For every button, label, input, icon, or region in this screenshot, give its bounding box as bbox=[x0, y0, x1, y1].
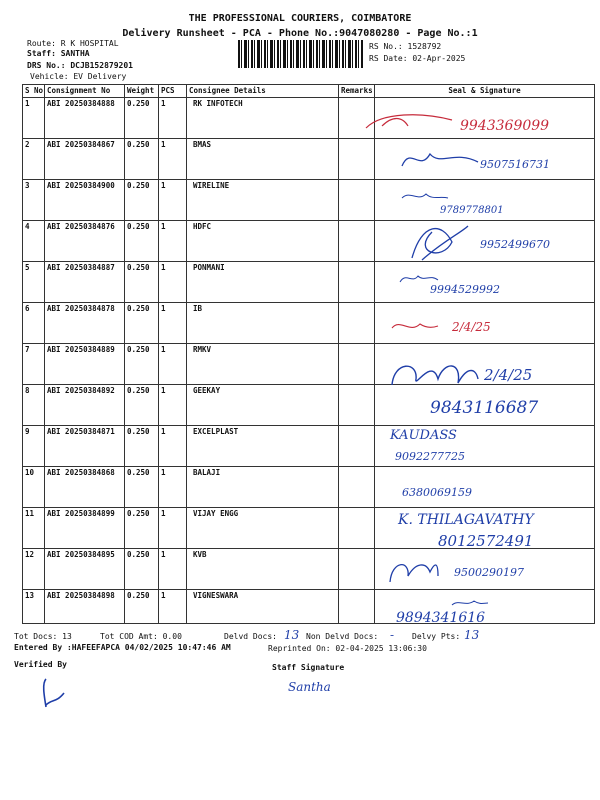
col-weight: Weight bbox=[125, 85, 159, 98]
delivery-points-hand: 13 bbox=[464, 628, 480, 642]
row-remarks bbox=[339, 508, 375, 549]
table-row bbox=[23, 303, 595, 344]
company-title: THE PROFESSIONAL COURIERS, COIMBATORE bbox=[188, 13, 412, 24]
row-pcs: 1 bbox=[159, 262, 187, 303]
row-consignment: ABI 20250384888 bbox=[45, 98, 125, 139]
row-weight: 0.250 bbox=[125, 139, 159, 180]
row-consignee: VIJAY ENGG bbox=[187, 508, 339, 549]
row-consignee: RK INFOTECH bbox=[187, 98, 339, 139]
total-cod-amount: Tot COD Amt: 0.00 bbox=[100, 632, 182, 641]
col-remarks: Remarks bbox=[339, 85, 375, 98]
row-sno: 2 bbox=[23, 139, 45, 180]
row-remarks bbox=[339, 262, 375, 303]
phone-9: 9092277725 bbox=[395, 450, 465, 463]
table-row bbox=[23, 426, 595, 467]
row-pcs: 1 bbox=[159, 508, 187, 549]
row-remarks bbox=[339, 590, 375, 624]
phone-12: 9500290197 bbox=[454, 566, 524, 579]
row-weight: 0.250 bbox=[125, 180, 159, 221]
phone-13: 9894341616 bbox=[396, 610, 486, 626]
table-row bbox=[23, 180, 595, 221]
row-consignment: ABI 20250384899 bbox=[45, 508, 125, 549]
row-remarks bbox=[339, 344, 375, 385]
row-sno: 13 bbox=[23, 590, 45, 624]
total-docs: Tot Docs: 13 bbox=[14, 632, 72, 641]
row-consignment: ABI 20250384878 bbox=[45, 303, 125, 344]
row-sno: 12 bbox=[23, 549, 45, 590]
row-sno: 1 bbox=[23, 98, 45, 139]
staff-signature-hand: Santha bbox=[288, 680, 331, 694]
row-consignment: ABI 20250384895 bbox=[45, 549, 125, 590]
non-delivered-docs-label: Non Delvd Docs: bbox=[306, 632, 379, 641]
row-remarks bbox=[339, 549, 375, 590]
row-consignee: GEEKAY bbox=[187, 385, 339, 426]
col-consignment: Consignment No bbox=[45, 85, 125, 98]
phone-8: 9843116687 bbox=[430, 398, 539, 418]
row-consignee: WIRELINE bbox=[187, 180, 339, 221]
row-consignee: EXCELPLAST bbox=[187, 426, 339, 467]
verified-by-label: Verified By bbox=[14, 660, 67, 669]
row-weight: 0.250 bbox=[125, 221, 159, 262]
signature-7 bbox=[388, 355, 480, 395]
date-7: 2/4/25 bbox=[484, 366, 533, 384]
row-pcs: 1 bbox=[159, 303, 187, 344]
vehicle-text: Vehicle: EV Delivery bbox=[30, 72, 127, 81]
phone-4: 9952499670 bbox=[480, 238, 550, 251]
staff-text: Staff: SANTHA bbox=[27, 49, 90, 58]
row-sno: 4 bbox=[23, 221, 45, 262]
staff-signature-label: Staff Signature bbox=[272, 663, 345, 672]
entered-by: Entered By :HAFEEFAPCA 04/02/2025 10:47:46 AM bbox=[14, 643, 231, 652]
row-pcs: 1 bbox=[159, 590, 187, 624]
phone-10: 6380069159 bbox=[402, 486, 472, 499]
row-remarks bbox=[339, 221, 375, 262]
row-consignee: HDFC bbox=[187, 221, 339, 262]
row-pcs: 1 bbox=[159, 385, 187, 426]
signature-12 bbox=[386, 556, 440, 590]
col-signature: Seal & Signature bbox=[375, 85, 595, 98]
row-consignment: ABI 20250384871 bbox=[45, 426, 125, 467]
drs-number: DRS No.: DCJB152879201 bbox=[27, 61, 133, 70]
table-row bbox=[23, 262, 595, 303]
signature-2 bbox=[400, 146, 480, 176]
row-weight: 0.250 bbox=[125, 549, 159, 590]
row-consignee: IB bbox=[187, 303, 339, 344]
row-weight: 0.250 bbox=[125, 385, 159, 426]
name-11: K. THILAGAVATHY bbox=[398, 512, 534, 528]
row-consignee: VIGNESWARA bbox=[187, 590, 339, 624]
route-text: Route: R K HOSPITAL bbox=[27, 39, 119, 48]
col-pcs: PCS bbox=[159, 85, 187, 98]
row-sno: 9 bbox=[23, 426, 45, 467]
row-weight: 0.250 bbox=[125, 467, 159, 508]
signature-1 bbox=[362, 110, 457, 137]
row-consignment: ABI 20250384900 bbox=[45, 180, 125, 221]
non-delivered-docs-hand: - bbox=[390, 628, 395, 642]
row-weight: 0.250 bbox=[125, 508, 159, 549]
delivery-points-label: Delvy Pts: bbox=[412, 632, 461, 641]
row-consignment: ABI 20250384868 bbox=[45, 467, 125, 508]
phone-3: 9789778801 bbox=[440, 205, 504, 216]
delivered-docs-hand: 13 bbox=[284, 628, 300, 642]
row-sno: 5 bbox=[23, 262, 45, 303]
row-consignment: ABI 20250384889 bbox=[45, 344, 125, 385]
signature-scribble-1 bbox=[362, 110, 457, 134]
row-consignee: PONMANI bbox=[187, 262, 339, 303]
phone-1: 9943369099 bbox=[460, 118, 550, 134]
row-consignment: ABI 20250384876 bbox=[45, 221, 125, 262]
row-consignment: ABI 20250384867 bbox=[45, 139, 125, 180]
col-consignee: Consignee Details bbox=[187, 85, 339, 98]
rs-number: RS No.: 1528792 bbox=[369, 42, 442, 51]
row-pcs: 1 bbox=[159, 549, 187, 590]
phone-11: 8012572491 bbox=[438, 532, 534, 550]
row-weight: 0.250 bbox=[125, 426, 159, 467]
col-sno: S No bbox=[23, 85, 45, 98]
runsheet-subtitle: Delivery Runsheet - PCA - Phone No.:9047080280 - Page No.:1 bbox=[122, 28, 478, 39]
row-pcs: 1 bbox=[159, 426, 187, 467]
row-consignee: KVB bbox=[187, 549, 339, 590]
rs-date: RS Date: 02-Apr-2025 bbox=[369, 54, 466, 63]
reprinted-on: Reprinted On: 02-04-2025 13:06:30 bbox=[268, 644, 427, 653]
row-weight: 0.250 bbox=[125, 590, 159, 624]
signature-6 bbox=[390, 318, 440, 338]
verifier-signature bbox=[38, 675, 68, 715]
signature-4 bbox=[402, 222, 472, 268]
row-pcs: 1 bbox=[159, 221, 187, 262]
row-sno: 8 bbox=[23, 385, 45, 426]
row-remarks bbox=[339, 303, 375, 344]
date-6: 2/4/25 bbox=[452, 320, 491, 334]
table-header-row bbox=[23, 85, 595, 98]
row-consignment: ABI 20250384898 bbox=[45, 590, 125, 624]
row-weight: 0.250 bbox=[125, 98, 159, 139]
barcode bbox=[238, 40, 363, 68]
row-weight: 0.250 bbox=[125, 303, 159, 344]
row-sno: 11 bbox=[23, 508, 45, 549]
row-sno: 10 bbox=[23, 467, 45, 508]
row-consignment: ABI 20250384887 bbox=[45, 262, 125, 303]
row-sno: 6 bbox=[23, 303, 45, 344]
row-weight: 0.250 bbox=[125, 262, 159, 303]
row-pcs: 1 bbox=[159, 180, 187, 221]
name-9: KAUDASS bbox=[390, 428, 457, 443]
row-pcs: 1 bbox=[159, 98, 187, 139]
row-consignee: BMAS bbox=[187, 139, 339, 180]
delivered-docs-label: Delvd Docs: bbox=[224, 632, 277, 641]
row-remarks bbox=[339, 139, 375, 180]
row-consignee: BALAJI bbox=[187, 467, 339, 508]
row-pcs: 1 bbox=[159, 139, 187, 180]
phone-5: 9994529992 bbox=[430, 283, 500, 296]
row-consignment: ABI 20250384892 bbox=[45, 385, 125, 426]
table-row bbox=[23, 590, 595, 624]
table-row bbox=[23, 467, 595, 508]
row-remarks bbox=[339, 385, 375, 426]
row-sno: 7 bbox=[23, 344, 45, 385]
row-sno: 3 bbox=[23, 180, 45, 221]
row-pcs: 1 bbox=[159, 344, 187, 385]
row-remarks bbox=[339, 180, 375, 221]
phone-2: 9507516731 bbox=[480, 158, 550, 171]
row-pcs: 1 bbox=[159, 467, 187, 508]
row-weight: 0.250 bbox=[125, 344, 159, 385]
row-consignee: RMKV bbox=[187, 344, 339, 385]
row-remarks bbox=[339, 467, 375, 508]
row-remarks bbox=[339, 426, 375, 467]
